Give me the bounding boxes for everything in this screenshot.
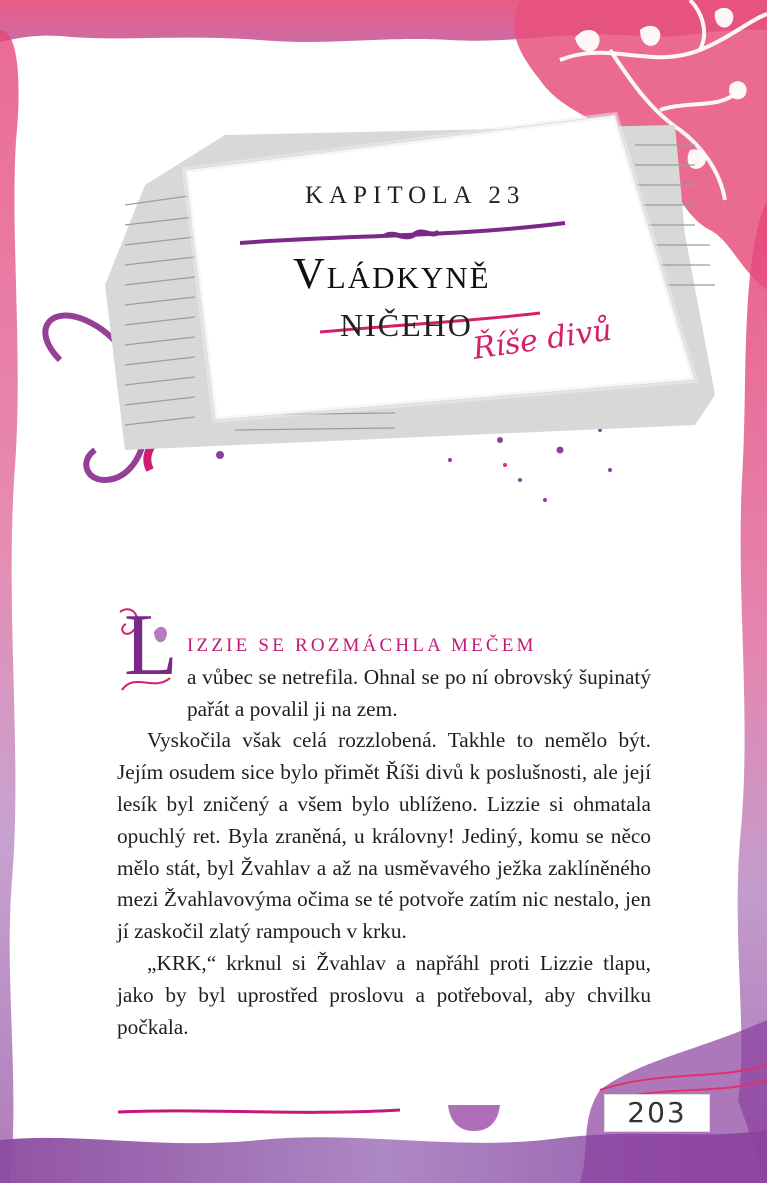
chapter-number-label: KAPITOLA 23 xyxy=(305,182,526,209)
chapter-title-replacement: Říše divů xyxy=(470,312,615,367)
chapter-title: Vládkyně xyxy=(293,249,491,298)
paragraph: Vyskočila však celá rozzlobená. Takhle to nemělo být. Jejím osudem sice bylo přimět Říši divů k poslušnosti, ale její lesík byl zničený a všem bylo ublíženo. Lizzie si ohmatala opuchlý ret. Byla zraněná, u královny! Jediný, komu se něco mělo stát, byl Žvahlav a až na usměvavého ježka zaklíněného mezi Žvahlavovýma očima se té potvoře zatím nic nestalo, jen jí zaskočil zlatý rampouch v krku. xyxy=(117,728,651,944)
page-number: 203 xyxy=(604,1094,710,1132)
paragraph xyxy=(117,630,651,725)
drop-cap-letter: L xyxy=(124,597,178,694)
chapter-title-struck-word: NIČEHO xyxy=(340,307,473,343)
paragraph: „KRK,“ krknul si Žvahlav a napřáhl proti Lizzie tlapu, jako by byl uprostřed proslovu a potřeboval, aby chvilku počkala. xyxy=(117,950,651,1039)
first-line-small-caps: IZZIE SE ROZMÁCHLA MEČEM xyxy=(187,635,537,656)
paragraph-text: a vůbec se netrefila. Ohnal se po ní obrovský šupinatý pařát a povalil ji na zem. xyxy=(187,664,651,721)
chapter-body xyxy=(117,630,651,1043)
